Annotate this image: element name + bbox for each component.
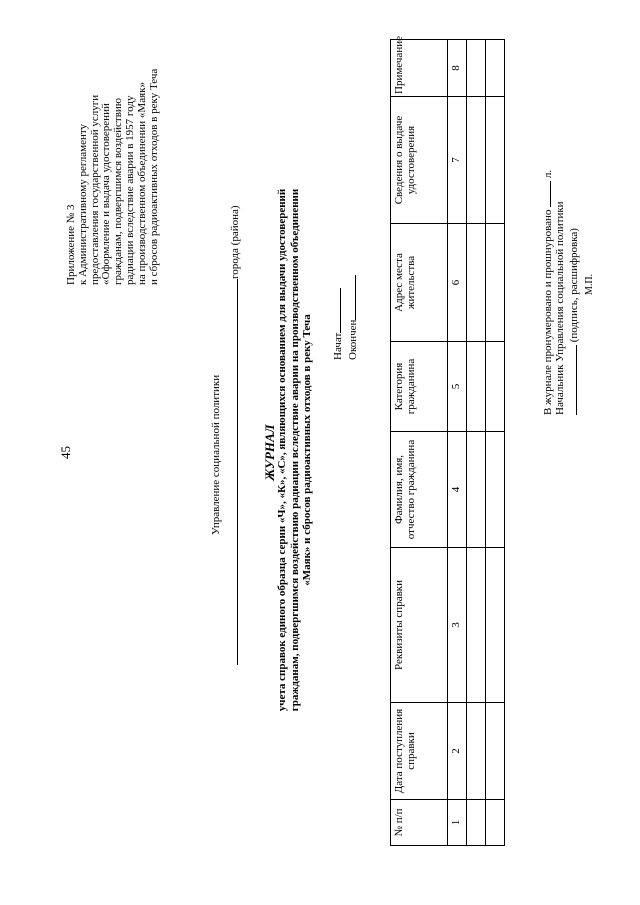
table-cell (467, 97, 486, 224)
footer-head-title: Начальник Управления социальной политики (553, 201, 566, 415)
appendix-line: гражданам, подвергшимся воздействию (112, 97, 125, 285)
header-cell: № п/п (391, 800, 448, 846)
footer-pages-blank (540, 181, 551, 207)
column-number: 4 (448, 432, 467, 548)
table-cell (486, 800, 505, 846)
header-cell: Сведения о выдаче удостоверения (391, 97, 448, 224)
table-cell (486, 432, 505, 548)
table-cell (467, 432, 486, 548)
header-cell: Адрес места жительства (391, 224, 448, 342)
started-label: Начат (332, 332, 344, 360)
city-blank-line (227, 279, 238, 665)
footer-pages-suffix: л. (542, 169, 554, 179)
table-cell (467, 703, 486, 800)
appendix-line: Приложение № 3 (65, 204, 77, 285)
table-cell (467, 800, 486, 846)
appendix-line: на производственном объединении «Маяк» (135, 82, 148, 285)
table-header-row (391, 40, 448, 846)
journal-table (390, 36, 505, 846)
table-cell (467, 548, 486, 703)
table-cell (467, 342, 486, 432)
stamp-place: М.П. (584, 273, 595, 295)
table-cell (486, 40, 505, 97)
started-blank (330, 288, 341, 333)
header-cell: Примечание (391, 40, 448, 97)
column-number: 5 (448, 342, 467, 432)
footer-numbered-text: В журнале пронумеровано и прошнуровано (542, 209, 554, 415)
column-number: 3 (448, 548, 467, 703)
table-row (467, 40, 486, 846)
footer-signature-caption: (подпись, расшифровка) (568, 228, 580, 343)
table-cell (486, 548, 505, 703)
appendix-line: к Административному регламенту (76, 123, 89, 285)
header-cell: Категория гражданина (391, 342, 448, 432)
authority-name: Управление социальной политики (210, 374, 222, 535)
appendix-line: предоставления государственной услуги (88, 94, 101, 285)
finished-label: Окончен (347, 319, 359, 360)
table-cell (467, 224, 486, 342)
appendix-line: радиации вследствие аварии в 1957 году (123, 95, 136, 285)
appendix-header (66, 0, 160, 285)
table-cell (486, 97, 505, 224)
column-number: 7 (448, 97, 467, 224)
column-number: 1 (448, 800, 467, 846)
column-number: 8 (448, 40, 467, 97)
journal-subtitle: учета справок единого образца серии «Ч», «К», «С», являющихся основанием для выдачи удостоверений гражданам, подвергшимся воздействию радиации вследствие аварии на производственном объединении «Маяк» и сбросов радиоактивных отходов в реку Теча (276, 188, 313, 712)
city-line (227, 205, 241, 665)
header-cell: Фамилия, имя, отчество гражданина (391, 432, 448, 548)
table-cell (486, 703, 505, 800)
journal-footer (540, 170, 581, 415)
column-number-row (448, 40, 467, 846)
journal-title: ЖУРНАЛ (262, 424, 277, 481)
journal-dates (330, 275, 360, 360)
page-number: 45 (58, 446, 73, 459)
appendix-line: и сбросов радиоактивных отходов в реку Теча (147, 68, 160, 285)
table-row (486, 40, 505, 846)
appendix-line: «Оформление и выдача удостоверений (100, 103, 113, 285)
city-label: города (района) (229, 205, 241, 279)
column-number: 6 (448, 224, 467, 342)
table-cell (486, 342, 505, 432)
table-cell (467, 40, 486, 97)
table-cell (486, 224, 505, 342)
finished-blank (345, 275, 356, 320)
footer-signature-blank (566, 345, 577, 415)
header-cell: Дата поступления справки (391, 703, 448, 800)
column-number: 2 (448, 703, 467, 800)
header-cell: Реквизиты справки (391, 548, 448, 703)
